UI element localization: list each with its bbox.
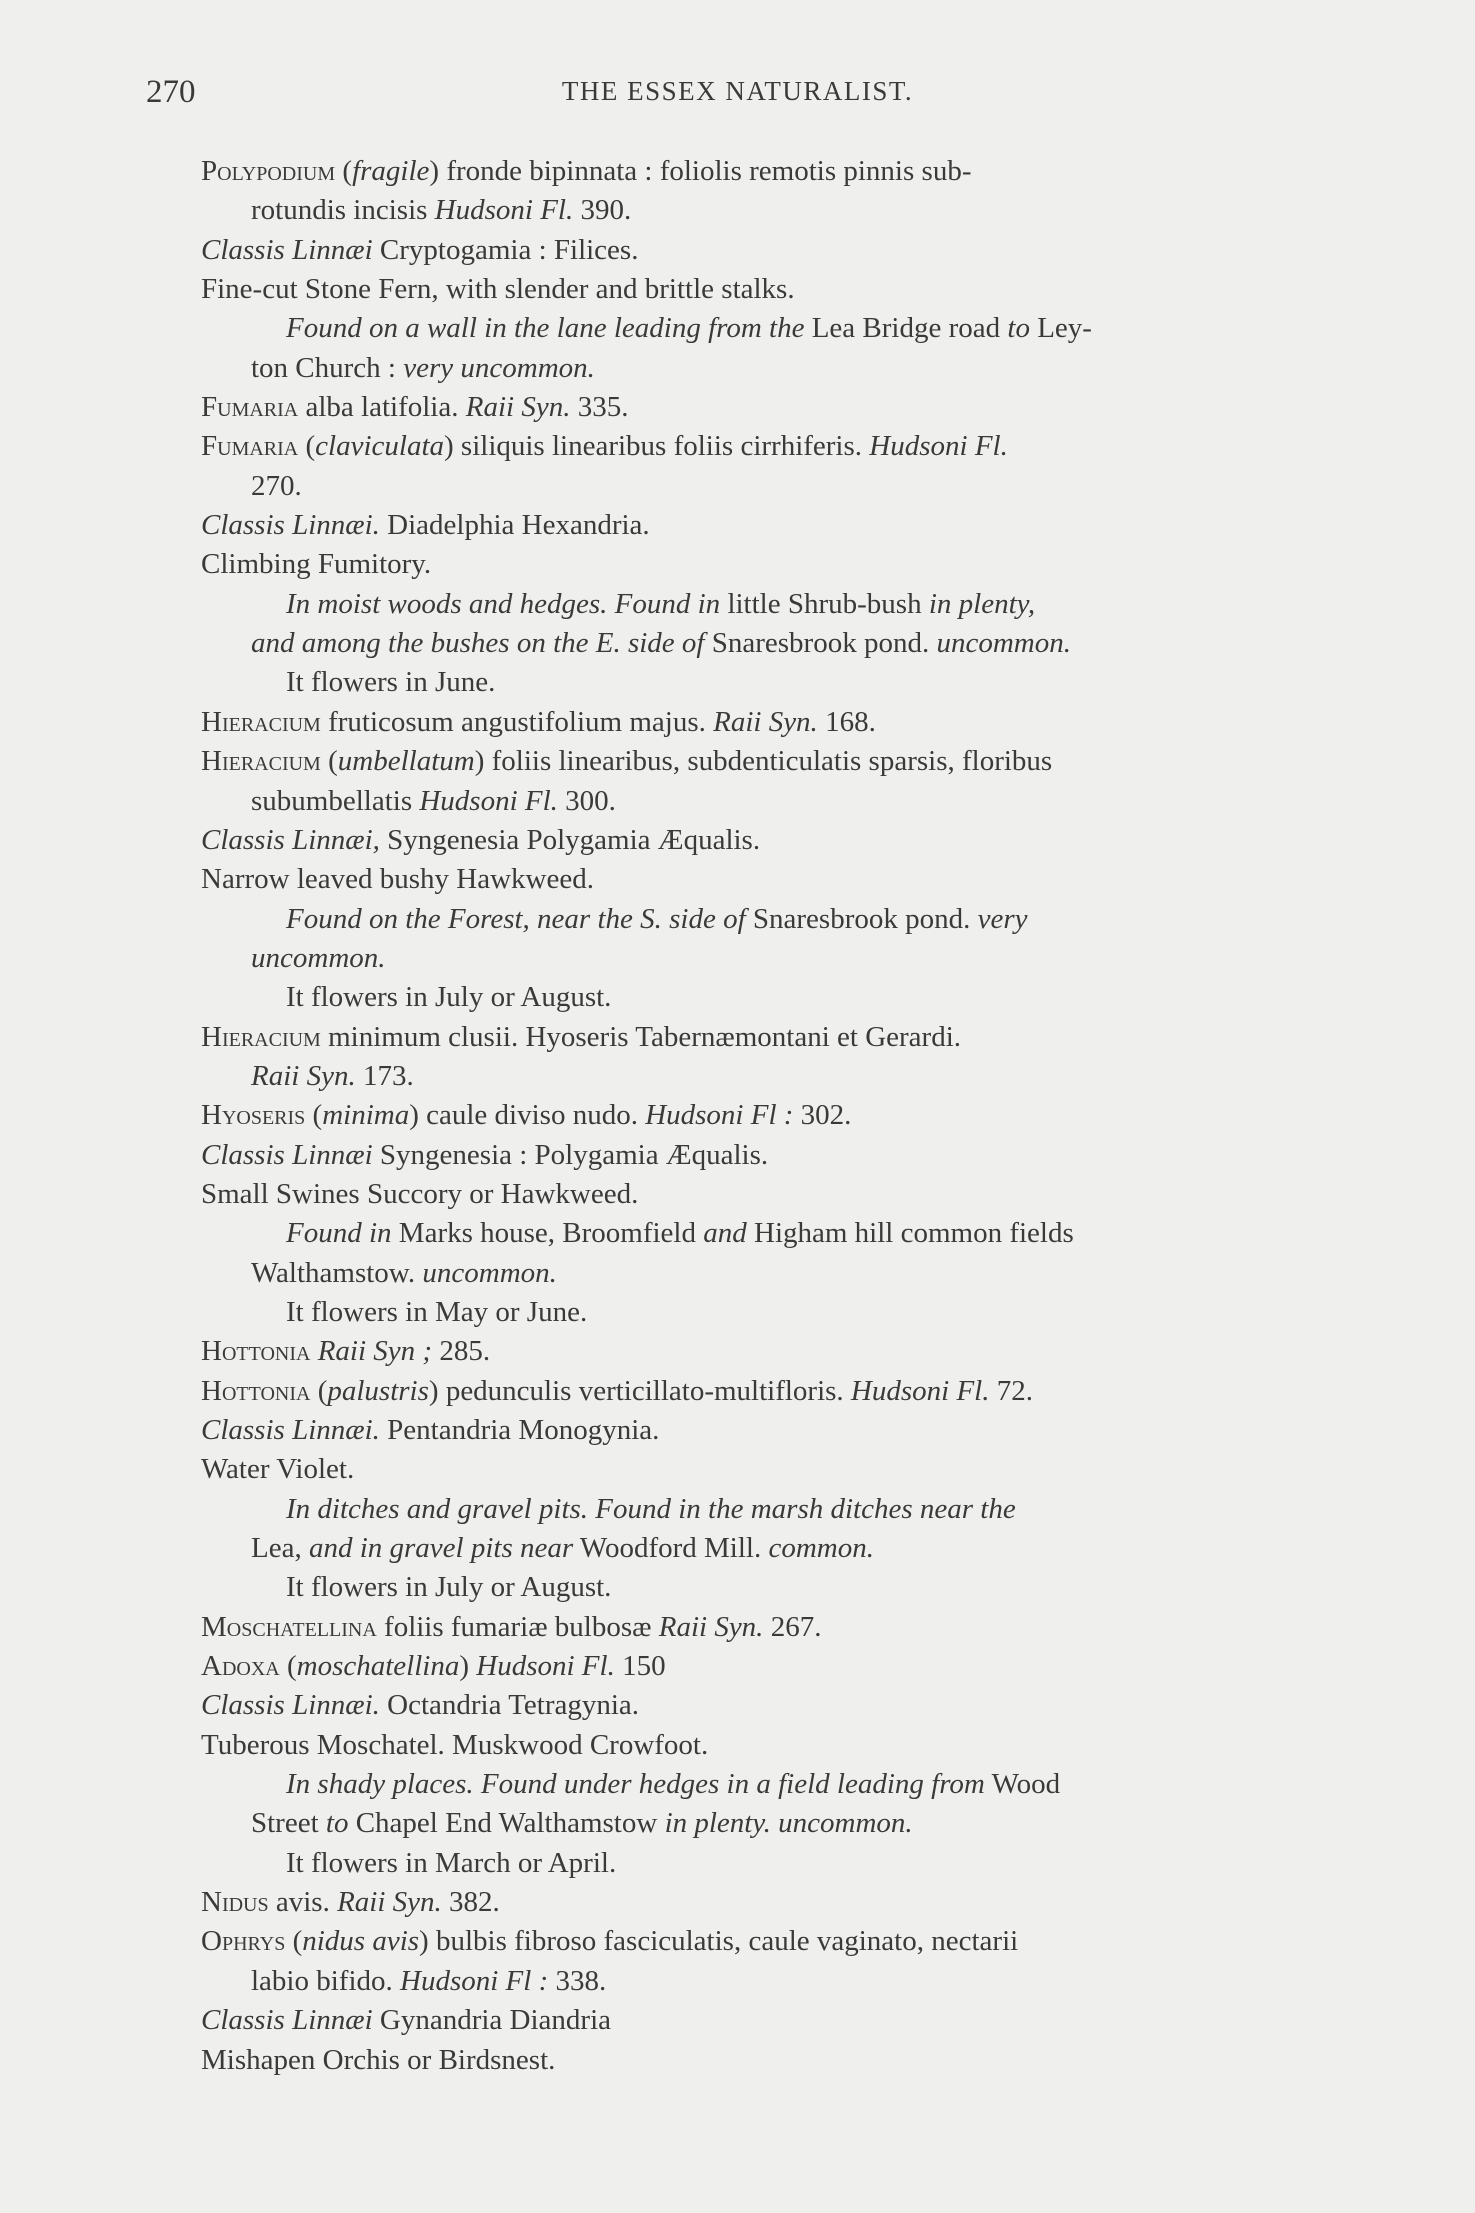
genus-name: Polypodium [201, 155, 336, 187]
text-segment [310, 1335, 317, 1367]
italic-text: Classis Linnæi. [201, 1414, 380, 1446]
italic-text: Raii Syn. [465, 391, 571, 424]
text-segment: Walthamstow. [251, 1256, 423, 1289]
italic-text: In ditches and gravel pits. Found in the marsh ditches near the [286, 1492, 1016, 1525]
italic-text: and [703, 1217, 747, 1250]
text-segment: ) [459, 1650, 477, 1683]
text-segment: ton Church : [251, 351, 404, 384]
text-line [201, 1726, 1316, 1765]
text-segment: avis. [268, 1886, 338, 1919]
text-segment: 150 [614, 1650, 666, 1683]
text-segment: ) pedunculis verticillato-multifloris. [428, 1374, 851, 1407]
text-line [201, 1175, 1316, 1214]
text-line [201, 1450, 1316, 1489]
text-line [201, 1293, 1316, 1332]
text-segment: It flowers in March or April. [286, 1846, 617, 1879]
italic-text: very uncommon. [403, 351, 595, 384]
text-line [201, 1411, 1316, 1450]
text-line [201, 585, 1316, 624]
text-segment: 382. [441, 1886, 500, 1919]
text-segment: ( [335, 155, 353, 187]
text-line [201, 191, 1316, 230]
italic-text: claviculata [315, 430, 445, 463]
text-segment: ( [310, 1374, 328, 1407]
text-line [201, 427, 1316, 466]
text-segment: labio bifido. [251, 1964, 401, 1997]
text-line [201, 978, 1316, 1017]
text-segment: Chapel End Walthamstow [348, 1807, 665, 1840]
genus-name: Moschatellina [201, 1610, 377, 1643]
text-segment: Diadelphia Hexandria. [379, 509, 650, 542]
text-line [201, 1962, 1316, 2001]
text-line [201, 1608, 1316, 1647]
text-line [201, 1922, 1316, 1961]
text-line [201, 545, 1316, 584]
text-segment: minimum clusii. Hyoseris Tabernæmontani et Gerardi. [320, 1020, 961, 1053]
genus-name: Hottonia [201, 1374, 311, 1407]
text-segment: Wood [984, 1768, 1061, 1801]
text-segment: rotundis incisis [251, 194, 435, 227]
text-line [201, 1686, 1316, 1725]
italic-text: minima [322, 1099, 410, 1132]
page-body [201, 152, 1316, 2080]
text-segment: It flowers in July or August. [286, 1571, 612, 1604]
text-segment: subumbellatis [251, 784, 420, 817]
text-line [201, 349, 1316, 388]
text-segment: Marks house, Broomfield [391, 1217, 704, 1250]
text-segment: Mishapen Orchis or Birdsnest. [201, 2043, 556, 2076]
text-segment: Pentandria Monogynia. [379, 1414, 660, 1446]
italic-text: In shady places. Found under hedges in a field leading from [286, 1768, 985, 1801]
text-line [201, 1332, 1316, 1371]
text-segment: 168. [817, 705, 876, 738]
italic-text: Hudsoni Fl. [434, 194, 574, 227]
text-segment: 285. [432, 1335, 491, 1368]
italic-text: Hudsoni Fl. [850, 1374, 990, 1407]
text-segment: Cryptogamia : Filices. [372, 233, 639, 266]
text-line [201, 1568, 1316, 1607]
italic-text: Found on the Forest, near the S. side of [286, 902, 746, 935]
text-line [201, 624, 1316, 663]
italic-text: Hudsoni Fl. [419, 784, 558, 817]
text-line [201, 1804, 1316, 1843]
text-line [201, 1372, 1316, 1411]
text-segment: Woodford Mill. [573, 1532, 769, 1565]
text-line [201, 1883, 1316, 1922]
italic-text: uncommon. [936, 627, 1071, 660]
italic-text: Hudsoni Fl. [476, 1650, 615, 1683]
text-segment: 173. [355, 1059, 414, 1092]
text-segment: Fine-cut Stone Fern, with slender and brittle stalks. [201, 273, 795, 306]
text-segment: Octandria Tetragynia. [379, 1689, 640, 1722]
text-segment: ( [285, 1925, 303, 1958]
text-line [201, 821, 1316, 860]
italic-text: uncommon. [422, 1256, 557, 1289]
genus-name: Adoxa [201, 1650, 280, 1683]
text-segment: fruticosum angustifolium majus. [320, 705, 714, 738]
text-line [201, 1844, 1316, 1883]
text-line [201, 152, 1316, 191]
text-line [201, 1018, 1316, 1057]
italic-text: Raii Syn. [251, 1059, 356, 1092]
text-segment: Snaresbrook pond. [704, 627, 937, 660]
italic-text: uncommon. [251, 941, 386, 974]
text-line [201, 1254, 1316, 1293]
genus-name: Hieracium [201, 745, 321, 778]
text-line [201, 2001, 1316, 2040]
text-line [201, 1490, 1316, 1529]
text-segment: ) caule diviso nudo. [409, 1099, 646, 1132]
text-segment: ) fronde bipinnata : foliolis remotis pinnis sub- [429, 155, 972, 187]
italic-text: Classis Linnæi, [201, 823, 380, 856]
italic-text: Hudsoni Fl : [400, 1964, 549, 1997]
italic-text: Classis Linnæi. [201, 509, 380, 542]
italic-text: Found in [286, 1217, 392, 1250]
text-segment: Small Swines Succory or Hawkweed. [201, 1177, 639, 1210]
text-line [201, 900, 1316, 939]
italic-text: to [325, 1807, 349, 1840]
genus-name: Nidus [201, 1886, 269, 1919]
text-segment: It flowers in July or August. [286, 981, 612, 1014]
italic-text: in plenty, [928, 587, 1036, 620]
text-segment: 270. [251, 469, 302, 502]
text-line [201, 388, 1316, 427]
text-segment: ) foliis linearibus, subdenticulatis sparsis, floribus [474, 745, 1053, 778]
italic-text: umbellatum [337, 745, 475, 778]
text-line [201, 231, 1316, 270]
text-segment: Higham hill common fields [746, 1217, 1074, 1250]
text-line [201, 1136, 1316, 1175]
text-segment: Tuberous Moschatel. Muskwood Crowfoot. [201, 1728, 709, 1761]
italic-text: Raii Syn. [713, 705, 818, 738]
text-line [201, 1214, 1316, 1253]
italic-text: Raii Syn ; [317, 1335, 433, 1368]
text-line [201, 782, 1316, 821]
text-segment: Syngenesia : Polygamia Æqualis. [372, 1138, 769, 1171]
page-header [0, 74, 1475, 118]
text-line [201, 270, 1316, 309]
page-number: 270 [146, 74, 196, 110]
text-segment: Climbing Fumitory. [201, 548, 432, 581]
genus-name: Hieracium [201, 1020, 321, 1053]
italic-text: Classis Linnæi [201, 1138, 373, 1171]
genus-name: Fumaria [201, 430, 299, 463]
text-segment: Water Violet. [201, 1453, 355, 1486]
text-segment: 302. [793, 1099, 852, 1132]
text-segment: 300. [557, 784, 616, 817]
italic-text: in plenty. uncommon. [664, 1807, 913, 1840]
text-segment: Ley- [1029, 312, 1092, 345]
italic-text: Classis Linnæi [201, 2004, 373, 2037]
text-segment: Street [251, 1807, 326, 1840]
text-line [201, 1529, 1316, 1568]
italic-text: Hudsoni Fl. [869, 430, 1008, 463]
text-segment: foliis fumariæ bulbosæ [376, 1610, 659, 1643]
text-line [201, 1765, 1316, 1804]
italic-text: In moist woods and hedges. Found in [286, 587, 721, 620]
italic-text: nidus avis [302, 1925, 420, 1958]
genus-name: Hyoseris [201, 1099, 306, 1132]
italic-text: and in gravel pits near [308, 1532, 574, 1565]
italic-text: Hudsoni Fl : [645, 1099, 794, 1132]
text-line [201, 939, 1316, 978]
italic-text: to [1007, 312, 1030, 345]
text-segment: 390. [573, 194, 632, 227]
text-segment: Lea, [251, 1532, 309, 1565]
text-segment: 267. [763, 1610, 822, 1643]
text-line [201, 1647, 1316, 1686]
text-segment: ) bulbis fibroso fasciculatis, caule vaginato, nectarii [419, 1925, 1019, 1958]
text-line [201, 742, 1316, 781]
italic-text: and among the bushes on the E. side of [251, 627, 705, 660]
italic-text: Raii Syn. [337, 1886, 442, 1919]
text-segment: Gynandria Diandria [372, 2004, 612, 2037]
italic-text: Classis Linnæi [201, 233, 373, 266]
text-segment: ( [298, 430, 316, 463]
text-line [201, 860, 1316, 899]
text-segment: ( [320, 745, 338, 778]
text-line [201, 663, 1316, 702]
italic-text: common. [768, 1532, 874, 1565]
italic-text: fragile [352, 155, 430, 187]
running-title: THE ESSEX NATURALIST. [561, 76, 914, 106]
text-line [201, 467, 1316, 506]
text-line [201, 703, 1316, 742]
text-segment: Syngenesia Polygamia Æqualis. [379, 823, 761, 856]
text-line [201, 1057, 1316, 1096]
text-line [201, 506, 1316, 545]
genus-name: Fumaria [201, 391, 299, 424]
text-segment: ( [279, 1650, 297, 1683]
text-segment: ) siliquis linearibus foliis cirrhiferis. [444, 430, 870, 463]
genus-name: Hieracium [201, 705, 321, 738]
italic-text: moschatellina [296, 1650, 460, 1683]
text-segment: It flowers in May or June. [286, 1295, 588, 1328]
genus-name: Ophrys [201, 1925, 286, 1958]
text-segment: little Shrub-bush [720, 587, 929, 620]
text-segment: Lea Bridge road [804, 312, 1008, 345]
italic-text: Raii Syn. [658, 1610, 764, 1643]
text-segment: Snaresbrook pond. [745, 902, 978, 935]
italic-text: very [977, 902, 1028, 935]
text-segment: 335. [570, 391, 629, 424]
text-line [201, 309, 1316, 348]
text-segment: 72. [989, 1374, 1033, 1407]
italic-text: Found on a wall in the lane leading from the [286, 312, 805, 345]
text-segment: alba latifolia. [298, 391, 466, 424]
text-line [201, 2041, 1316, 2080]
italic-text: Classis Linnæi. [201, 1689, 380, 1722]
italic-text: palustris [327, 1374, 429, 1407]
text-segment: ( [305, 1099, 323, 1132]
genus-name: Hottonia [201, 1335, 311, 1368]
text-segment: 338. [548, 1964, 607, 1997]
text-line [201, 1096, 1316, 1135]
text-segment: It flowers in June. [286, 666, 496, 699]
text-segment: Narrow leaved bushy Hawkweed. [201, 863, 594, 896]
